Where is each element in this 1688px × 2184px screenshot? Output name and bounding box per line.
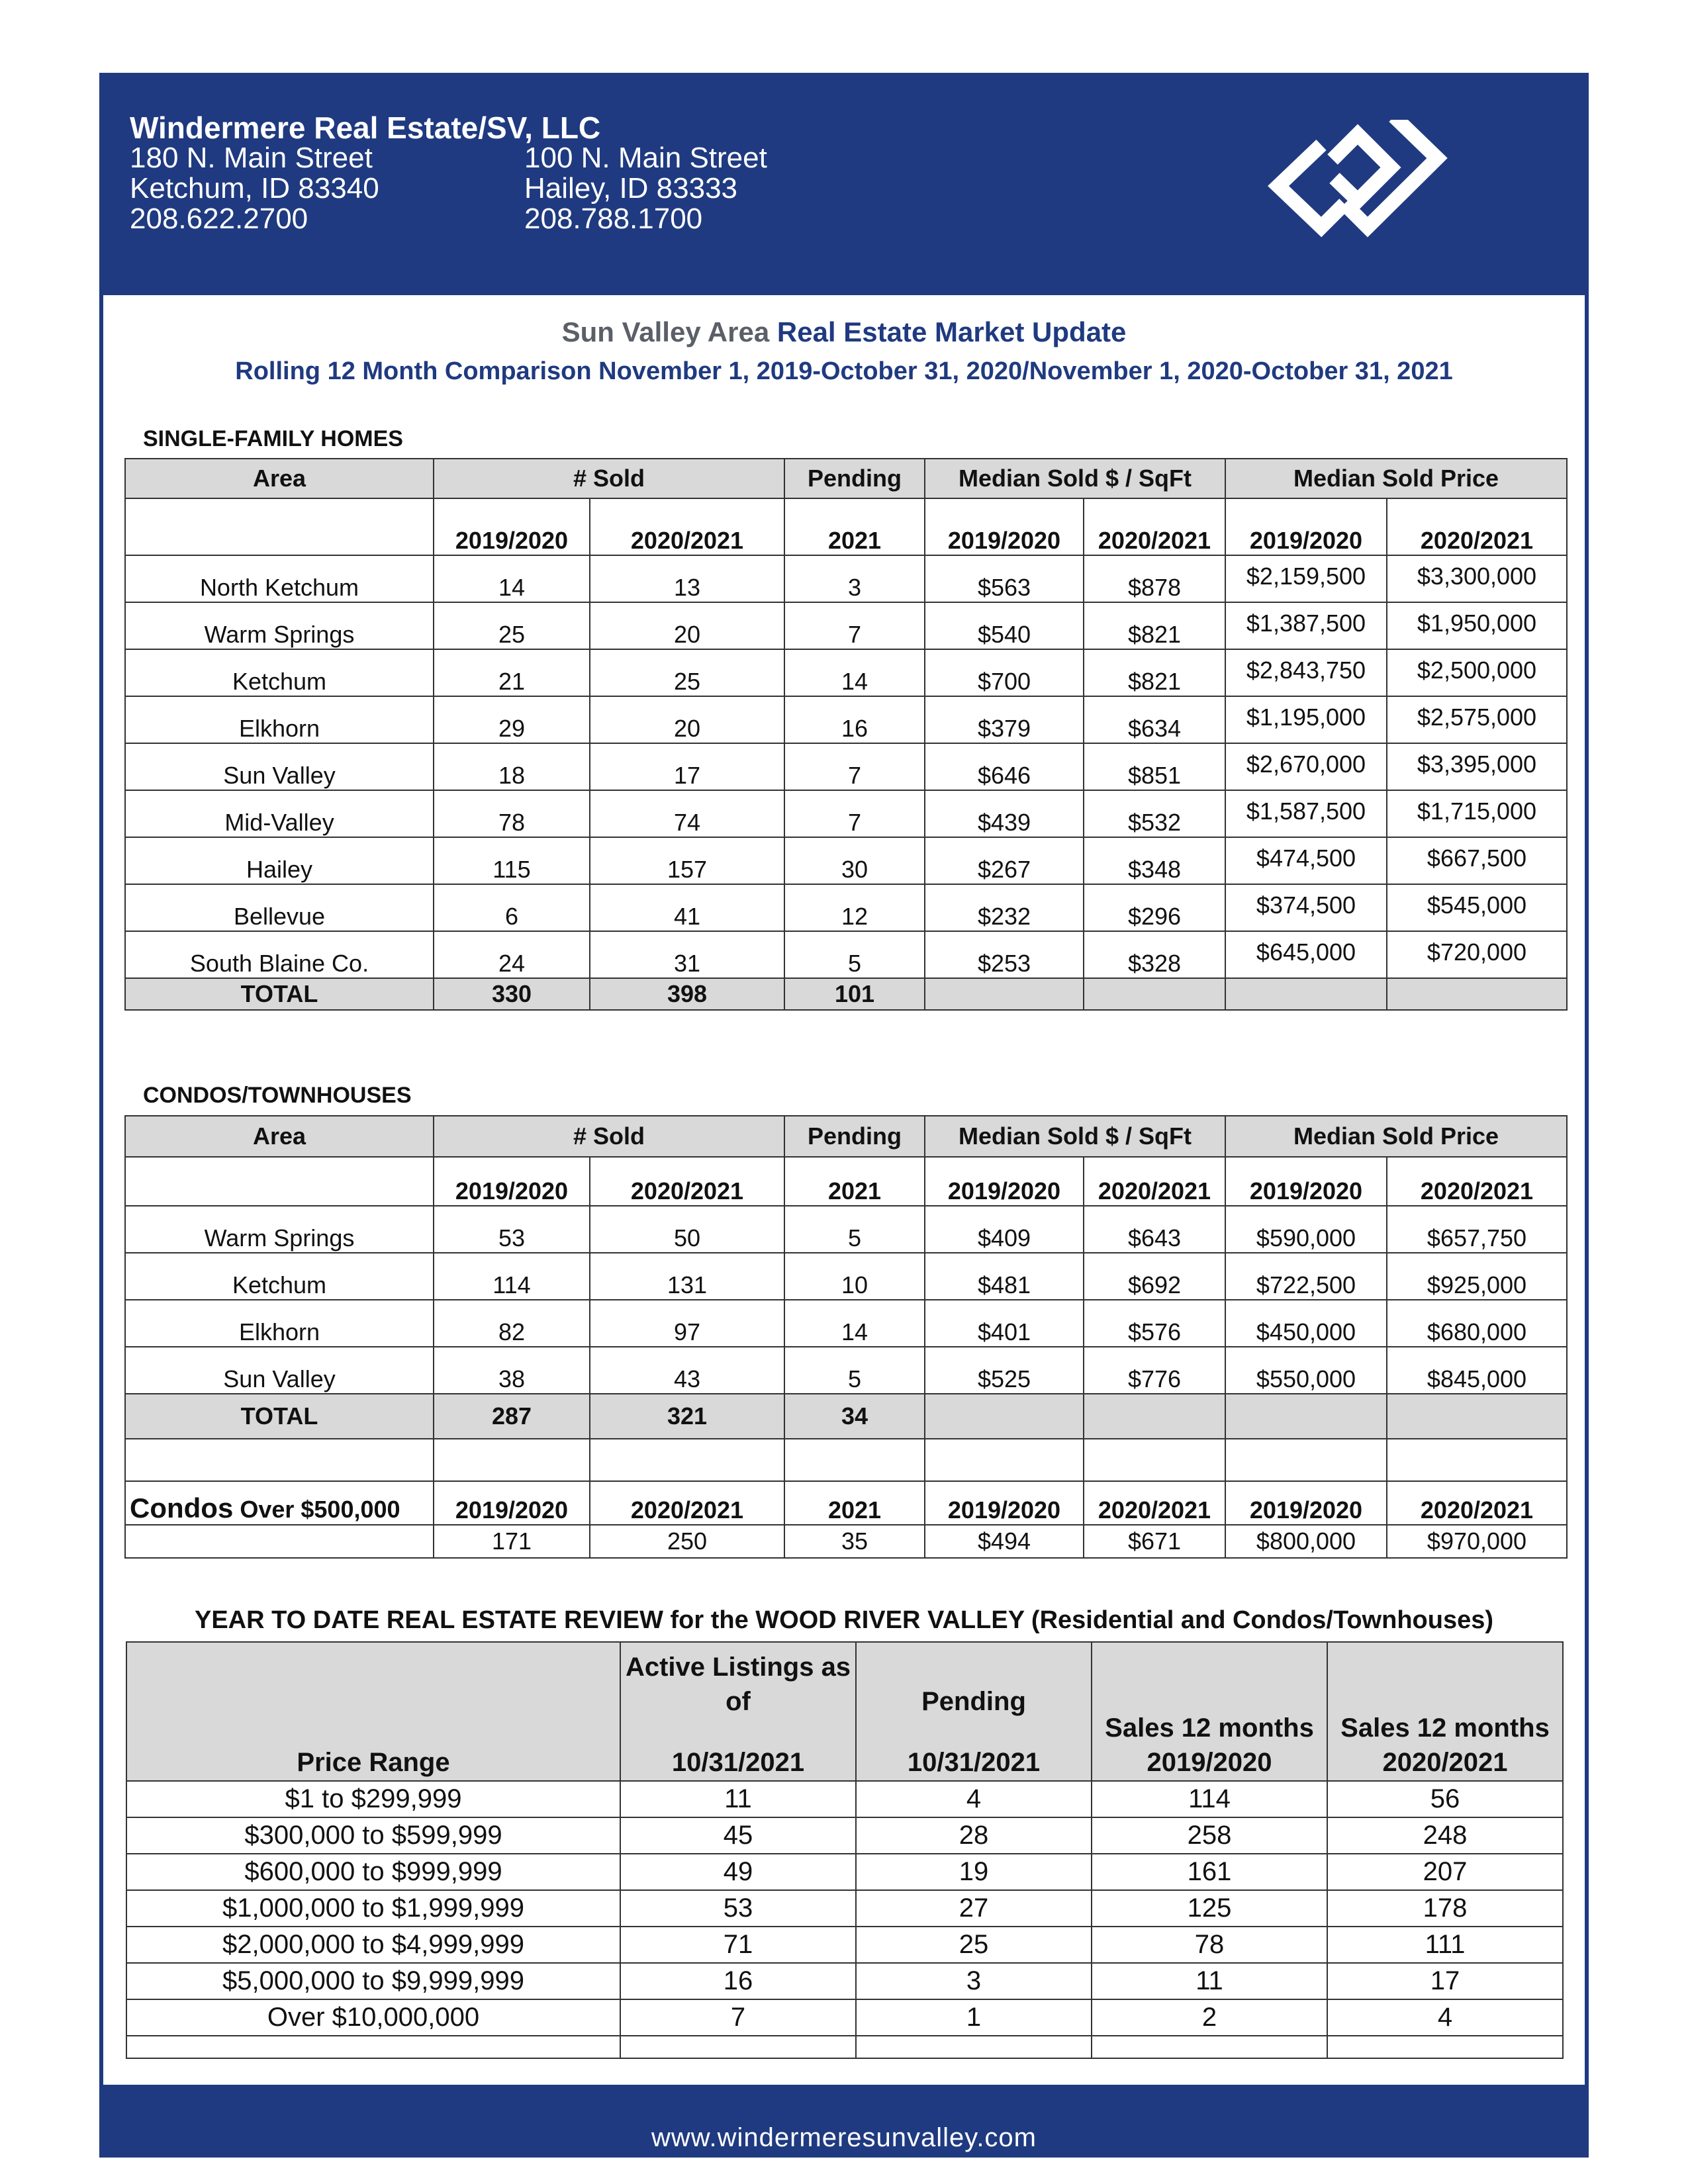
value-cell: 35 (784, 1525, 925, 1558)
condos-header-row (125, 1116, 1567, 1157)
data-cell: 71 (620, 1927, 856, 1963)
condos-over-header-row (125, 1481, 1567, 1525)
data-cell: $722,500 (1225, 1253, 1387, 1300)
data-cell: $267 (925, 837, 1084, 884)
table-row (125, 790, 1567, 837)
data-cell: 78 (1092, 1927, 1327, 1963)
sfh-header-row (125, 459, 1567, 498)
area-name: Hailey (125, 837, 434, 884)
data-cell: 53 (434, 1206, 590, 1253)
table-row (125, 602, 1567, 649)
data-cell: 25 (434, 602, 590, 649)
data-cell: 97 (590, 1300, 784, 1347)
data-cell: $667,500 (1387, 837, 1567, 884)
data-cell: 11 (1092, 1963, 1327, 1999)
table-row (125, 1206, 1567, 1253)
data-cell: $2,159,500 (1225, 555, 1387, 602)
table-row (125, 1300, 1567, 1347)
area-name: Sun Valley (125, 1347, 434, 1394)
table-row (126, 1963, 1563, 1999)
header-text: of (726, 1687, 751, 1716)
sfh-table (124, 458, 1568, 1011)
header-date: 10/31/2021 (907, 1748, 1041, 1777)
subheader: 2019/2020 (1225, 1157, 1387, 1206)
office-phone: 208.788.1700 (524, 203, 703, 235)
table-row (125, 1253, 1567, 1300)
total-value: 287 (434, 1394, 590, 1439)
data-cell: $657,750 (1387, 1206, 1567, 1253)
data-cell: 111 (1327, 1927, 1563, 1963)
data-cell: $1,950,000 (1387, 602, 1567, 649)
total-blank (1084, 978, 1225, 1010)
col-area: Area (125, 459, 434, 498)
table-row (126, 1781, 1563, 1817)
ytd-title: YEAR TO DATE REAL ESTATE REVIEW for the WOOD RIVER VALLEY (Residential and Condos/Townhouses) (194, 1606, 1494, 1634)
data-cell: $878 (1084, 555, 1225, 602)
total-value: 34 (784, 1394, 925, 1439)
ytd-header-row (126, 1642, 1563, 1781)
data-cell: $3,300,000 (1387, 555, 1567, 602)
data-cell: 31 (590, 931, 784, 978)
data-cell: 12 (784, 884, 925, 931)
data-cell: $643 (1084, 1206, 1225, 1253)
data-cell: $2,843,750 (1225, 649, 1387, 696)
subheader: 2020/2021 (1387, 1157, 1567, 1206)
total-blank (1225, 1394, 1387, 1439)
data-cell: 20 (590, 602, 784, 649)
data-cell: $1,195,000 (1225, 696, 1387, 743)
col-area: Area (125, 1116, 434, 1157)
data-cell: 17 (590, 743, 784, 790)
company-name: Windermere Real Estate/SV, LLC (130, 111, 601, 145)
data-cell: 4 (1327, 1999, 1563, 2036)
data-cell: 248 (1327, 1817, 1563, 1854)
data-cell: 125 (1092, 1890, 1327, 1927)
data-cell: 13 (590, 555, 784, 602)
value-cell: 250 (590, 1525, 784, 1558)
data-cell: $2,670,000 (1225, 743, 1387, 790)
area-name: Ketchum (125, 649, 434, 696)
table-row (125, 1347, 1567, 1394)
ytd-blank-row (126, 2036, 1563, 2058)
total-blank (1387, 978, 1567, 1010)
data-cell: $851 (1084, 743, 1225, 790)
total-label: TOTAL (125, 1394, 434, 1439)
price-range: $300,000 to $599,999 (126, 1817, 620, 1854)
data-cell: 49 (620, 1854, 856, 1890)
data-cell: $563 (925, 555, 1084, 602)
header-text: Sales 12 months (1105, 1713, 1314, 1743)
windermere-logo-icon (1258, 120, 1457, 252)
data-cell: 258 (1092, 1817, 1327, 1854)
title-area: Sun Valley Area (561, 316, 770, 347)
office-city: Hailey, ID 83333 (524, 172, 738, 205)
col-pending: Pending (784, 459, 925, 498)
data-cell: 14 (434, 555, 590, 602)
office-city: Ketchum, ID 83340 (130, 172, 379, 205)
data-cell: $3,395,000 (1387, 743, 1567, 790)
subheader: 2020/2021 (590, 1157, 784, 1206)
data-cell: 56 (1327, 1781, 1563, 1817)
data-cell: 45 (620, 1817, 856, 1854)
subheader: 2020/2021 (1387, 1481, 1567, 1525)
subheader: 2019/2020 (1225, 498, 1387, 555)
subheader: 2021 (784, 1157, 925, 1206)
data-cell: $692 (1084, 1253, 1225, 1300)
data-cell: 78 (434, 790, 590, 837)
subheader: 2020/2021 (590, 498, 784, 555)
header-text: Active Listings as (625, 1653, 851, 1682)
data-cell: $232 (925, 884, 1084, 931)
data-cell: 5 (784, 1206, 925, 1253)
total-blank (925, 1394, 1084, 1439)
data-cell: 14 (784, 649, 925, 696)
subheader: 2020/2021 (1084, 1481, 1225, 1525)
condos-spacer-row (125, 1439, 1567, 1481)
table-row (125, 837, 1567, 884)
office-hailey (524, 143, 767, 234)
data-cell: 82 (434, 1300, 590, 1347)
data-cell: 28 (856, 1817, 1092, 1854)
col-sales-2020 (1327, 1642, 1563, 1781)
header-text: 2020/2021 (1382, 1748, 1508, 1777)
data-cell: 4 (856, 1781, 1092, 1817)
value-cell: $800,000 (1225, 1525, 1387, 1558)
subheader: 2020/2021 (1084, 1157, 1225, 1206)
table-row (125, 743, 1567, 790)
data-cell: $776 (1084, 1347, 1225, 1394)
data-cell: $450,000 (1225, 1300, 1387, 1347)
header-text: Price Range (297, 1748, 450, 1777)
blank-cell (125, 1525, 434, 1558)
data-cell: 114 (1092, 1781, 1327, 1817)
price-range: $1 to $299,999 (126, 1781, 620, 1817)
data-cell: $379 (925, 696, 1084, 743)
data-cell: $374,500 (1225, 884, 1387, 931)
data-cell: 29 (434, 696, 590, 743)
data-cell: 178 (1327, 1890, 1563, 1927)
data-cell: 157 (590, 837, 784, 884)
sfh-section-label: SINGLE-FAMILY HOMES (143, 426, 403, 451)
table-row (126, 1854, 1563, 1890)
data-cell: 50 (590, 1206, 784, 1253)
data-cell: $481 (925, 1253, 1084, 1300)
data-cell: $540 (925, 602, 1084, 649)
col-price: Median Sold Price (1225, 459, 1567, 498)
website-url: www.windermeresunvalley.com (651, 2123, 1037, 2152)
col-sales-2019 (1092, 1642, 1327, 1781)
data-cell: 3 (856, 1963, 1092, 1999)
area-name: Ketchum (125, 1253, 434, 1300)
data-cell: 38 (434, 1347, 590, 1394)
data-cell: $401 (925, 1300, 1084, 1347)
office-phone: 208.622.2700 (130, 203, 308, 235)
data-cell: $525 (925, 1347, 1084, 1394)
data-cell: $1,587,500 (1225, 790, 1387, 837)
sfh-total-row (125, 978, 1567, 1010)
data-cell: 2 (1092, 1999, 1327, 2036)
data-cell: 17 (1327, 1963, 1563, 1999)
col-sqft: Median Sold $ / SqFt (925, 1116, 1225, 1157)
data-cell: $328 (1084, 931, 1225, 978)
subheader: 2019/2020 (434, 498, 590, 555)
data-cell: $532 (1084, 790, 1225, 837)
total-value: 101 (784, 978, 925, 1010)
col-sold: # Sold (434, 459, 784, 498)
data-cell: $1,387,500 (1225, 602, 1387, 649)
data-cell: $925,000 (1387, 1253, 1567, 1300)
data-cell: 18 (434, 743, 590, 790)
data-cell: 5 (784, 931, 925, 978)
page-subtitle: Rolling 12 Month Comparison November 1, 2019-October 31, 2020/November 1, 2020-October 31, 2021 (235, 357, 1453, 385)
data-cell: 19 (856, 1854, 1092, 1890)
price-range: Over $10,000,000 (126, 1999, 620, 2036)
data-cell: 114 (434, 1253, 590, 1300)
data-cell: 115 (434, 837, 590, 884)
table-row (126, 1927, 1563, 1963)
total-label: TOTAL (125, 978, 434, 1010)
data-cell: 43 (590, 1347, 784, 1394)
condos-table (124, 1115, 1568, 1559)
area-name: Sun Valley (125, 743, 434, 790)
data-cell: 207 (1327, 1854, 1563, 1890)
subheader: 2019/2020 (1225, 1481, 1387, 1525)
header-text: Pending (921, 1687, 1026, 1716)
total-blank (1225, 978, 1387, 1010)
sfh-subheader-row (125, 498, 1567, 555)
data-cell: $348 (1084, 837, 1225, 884)
data-cell: 7 (620, 1999, 856, 2036)
data-cell: $720,000 (1387, 931, 1567, 978)
subheader-blank (125, 1157, 434, 1206)
total-value: 398 (590, 978, 784, 1010)
header-text: Sales 12 months (1340, 1713, 1550, 1743)
subheader: 2019/2020 (925, 1157, 1084, 1206)
area-name: Bellevue (125, 884, 434, 931)
data-cell: 5 (784, 1347, 925, 1394)
data-cell: 27 (856, 1890, 1092, 1927)
data-cell: $821 (1084, 649, 1225, 696)
data-cell: 14 (784, 1300, 925, 1347)
col-pending (856, 1642, 1092, 1781)
subheader: 2019/2020 (925, 498, 1084, 555)
table-row (126, 1890, 1563, 1927)
area-name: Warm Springs (125, 1206, 434, 1253)
office-ketchum (130, 143, 379, 234)
table-row (125, 884, 1567, 931)
data-cell: 7 (784, 602, 925, 649)
col-pending: Pending (784, 1116, 925, 1157)
data-cell: $2,575,000 (1387, 696, 1567, 743)
data-cell: 25 (590, 649, 784, 696)
data-cell: $253 (925, 931, 1084, 978)
data-cell: 6 (434, 884, 590, 931)
table-row (126, 1999, 1563, 2036)
subheader: 2019/2020 (434, 1157, 590, 1206)
total-value: 321 (590, 1394, 784, 1439)
subheader: 2020/2021 (1084, 498, 1225, 555)
data-cell: 16 (784, 696, 925, 743)
data-cell: $1,715,000 (1387, 790, 1567, 837)
condos-total-row (125, 1394, 1567, 1439)
table-row (126, 1817, 1563, 1854)
data-cell: $645,000 (1225, 931, 1387, 978)
data-cell: 53 (620, 1890, 856, 1927)
col-sold: # Sold (434, 1116, 784, 1157)
data-cell: 7 (784, 743, 925, 790)
data-cell: $590,000 (1225, 1206, 1387, 1253)
subheader: 2021 (784, 498, 925, 555)
area-name: Elkhorn (125, 696, 434, 743)
data-cell: $550,000 (1225, 1347, 1387, 1394)
data-cell: $474,500 (1225, 837, 1387, 884)
area-name: Warm Springs (125, 602, 434, 649)
data-cell: 16 (620, 1963, 856, 1999)
value-cell: 171 (434, 1525, 590, 1558)
subheader: 2020/2021 (1387, 498, 1567, 555)
col-sqft: Median Sold $ / SqFt (925, 459, 1225, 498)
value-cell: $494 (925, 1525, 1084, 1558)
subheader: 2021 (784, 1481, 925, 1525)
data-cell: 161 (1092, 1854, 1327, 1890)
value-cell: $671 (1084, 1525, 1225, 1558)
table-row (125, 649, 1567, 696)
total-blank (1084, 1394, 1225, 1439)
data-cell: 41 (590, 884, 784, 931)
table-row (125, 696, 1567, 743)
ytd-table (126, 1641, 1564, 2059)
data-cell: 25 (856, 1927, 1092, 1963)
condos-over-big: Condos (130, 1492, 234, 1524)
subheader-blank (125, 498, 434, 555)
data-cell: 21 (434, 649, 590, 696)
office-street: 100 N. Main Street (524, 142, 767, 174)
price-range: $5,000,000 to $9,999,999 (126, 1963, 620, 1999)
header-text: 2019/2020 (1147, 1748, 1272, 1777)
data-cell: $576 (1084, 1300, 1225, 1347)
title-main: Real Estate Market Update (776, 316, 1127, 347)
data-cell: $821 (1084, 602, 1225, 649)
header-banner (103, 77, 1585, 295)
data-cell: 7 (784, 790, 925, 837)
condos-subheader-row (125, 1157, 1567, 1206)
subheader: 2020/2021 (590, 1481, 784, 1525)
condos-over-small: Over $500,000 (240, 1496, 400, 1523)
data-cell: 3 (784, 555, 925, 602)
office-street: 180 N. Main Street (130, 142, 373, 174)
subheader: 2019/2020 (434, 1481, 590, 1525)
data-cell: $634 (1084, 696, 1225, 743)
data-cell: 20 (590, 696, 784, 743)
data-cell: $296 (1084, 884, 1225, 931)
col-price: Median Sold Price (1225, 1116, 1567, 1157)
data-cell: $700 (925, 649, 1084, 696)
area-name: North Ketchum (125, 555, 434, 602)
header-date: 10/31/2021 (671, 1748, 805, 1777)
data-cell: 30 (784, 837, 925, 884)
data-cell: 131 (590, 1253, 784, 1300)
condos-over-label (125, 1481, 434, 1525)
total-blank (925, 978, 1084, 1010)
total-blank (1387, 1394, 1567, 1439)
condos-over-values-row (125, 1525, 1567, 1558)
area-name: South Blaine Co. (125, 931, 434, 978)
data-cell: $2,500,000 (1387, 649, 1567, 696)
col-active-listings (620, 1642, 856, 1781)
data-cell: $845,000 (1387, 1347, 1567, 1394)
subheader: 2019/2020 (925, 1481, 1084, 1525)
col-price-range (126, 1642, 620, 1781)
table-row (125, 555, 1567, 602)
footer-banner (103, 2085, 1585, 2158)
area-name: Elkhorn (125, 1300, 434, 1347)
data-cell: $439 (925, 790, 1084, 837)
data-cell: 1 (856, 1999, 1092, 2036)
area-name: Mid-Valley (125, 790, 434, 837)
data-cell: 10 (784, 1253, 925, 1300)
data-cell: $409 (925, 1206, 1084, 1253)
condos-section-label: CONDOS/TOWNHOUSES (143, 1083, 412, 1108)
data-cell: 24 (434, 931, 590, 978)
data-cell: $680,000 (1387, 1300, 1567, 1347)
data-cell: $545,000 (1387, 884, 1567, 931)
page-title (103, 316, 1585, 348)
total-value: 330 (434, 978, 590, 1010)
table-row (125, 931, 1567, 978)
data-cell: 11 (620, 1781, 856, 1817)
price-range: $2,000,000 to $4,999,999 (126, 1927, 620, 1963)
price-range: $1,000,000 to $1,999,999 (126, 1890, 620, 1927)
data-cell: $646 (925, 743, 1084, 790)
data-cell: 74 (590, 790, 784, 837)
price-range: $600,000 to $999,999 (126, 1854, 620, 1890)
value-cell: $970,000 (1387, 1525, 1567, 1558)
